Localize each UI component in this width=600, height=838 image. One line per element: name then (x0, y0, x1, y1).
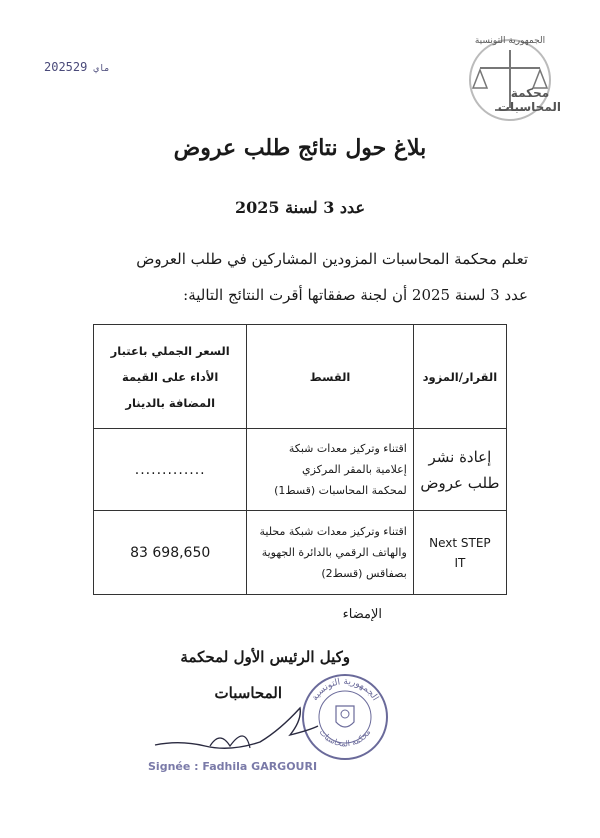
lot-line: بصفاقس (قسط2) (321, 567, 407, 580)
page-title: بلاغ حول نتائج طلب عروض (173, 135, 427, 161)
signee-name: Signée : Fadhila GARGOURI (148, 760, 318, 773)
signatory-title-line-2: المحاسبات (214, 684, 282, 702)
row1-lot (247, 429, 413, 511)
intro-line-1: تعلم محكمة المحاسبات المزودين المشاركين في طلب العروض (136, 250, 528, 268)
svg-text:الجمهورية التونسية (310, 677, 380, 703)
row2-decision (413, 511, 506, 595)
header-price (94, 325, 247, 429)
stamp-month: ماي (93, 64, 110, 74)
logo-court-text: محكمة المحاسبات (497, 86, 561, 114)
signature-label: الإمضاء (342, 607, 382, 622)
page-subtitle: عدد 3 لسنة 2025 (234, 198, 365, 217)
header-price-line: المضافة بالدينار (125, 395, 216, 410)
table-header-row (94, 325, 507, 429)
court-logo (455, 30, 565, 125)
intro-line-2: عدد 3 لسنة 2025 أن لجنة صفقاتها أقرت النتائج التالية: (183, 286, 528, 304)
results-table (93, 324, 507, 595)
header-price-line: السعر الجملي باعتبار (110, 343, 230, 358)
seal-inner-text: محكمة المحاسبات (317, 727, 373, 749)
lot-line: والهاتف الرقمي بالدائرة الجهوية (261, 546, 407, 559)
lot-line: إعلامية بالمقر المركزي (301, 463, 407, 476)
header-price-line: الأداء على القيمة (122, 369, 219, 384)
decision-line: IT (454, 555, 466, 570)
stamp-year: 2025 (44, 60, 73, 74)
lot-line: لمحكمة المحاسبات (قسط1) (274, 484, 407, 497)
row2-lot (247, 511, 413, 595)
signatory-title-line-1: وكيل الرئيس الأول لمحكمة (180, 648, 350, 666)
table-row (94, 511, 507, 595)
row1-price: ............. (94, 429, 247, 511)
lot-line: اقتناء وتركيز معدات شبكة (288, 442, 407, 455)
header-decision: القرار/المزود (413, 325, 506, 429)
logo-republic-text: الجمهورية التونسية (474, 36, 546, 46)
header-lot: القسط (247, 325, 413, 429)
handwritten-signature-icon (150, 690, 320, 760)
svg-text:محكمة المحاسبات (318, 728, 373, 749)
table-row (94, 429, 507, 511)
row1-decision (413, 429, 506, 511)
decision-line: إعادة نشر (428, 447, 492, 466)
lot-line: اقتناء وتركيز معدات شبكة محلية (259, 525, 407, 538)
decision-line: Next STEP (429, 535, 491, 550)
stamp-day: 29 (72, 60, 88, 74)
date-stamp (44, 60, 116, 74)
decision-line: طلب عروض (420, 473, 500, 492)
row2-price: 83 698,650 (94, 511, 247, 595)
seal-outer-text: الجمهورية التونسية (310, 676, 380, 703)
